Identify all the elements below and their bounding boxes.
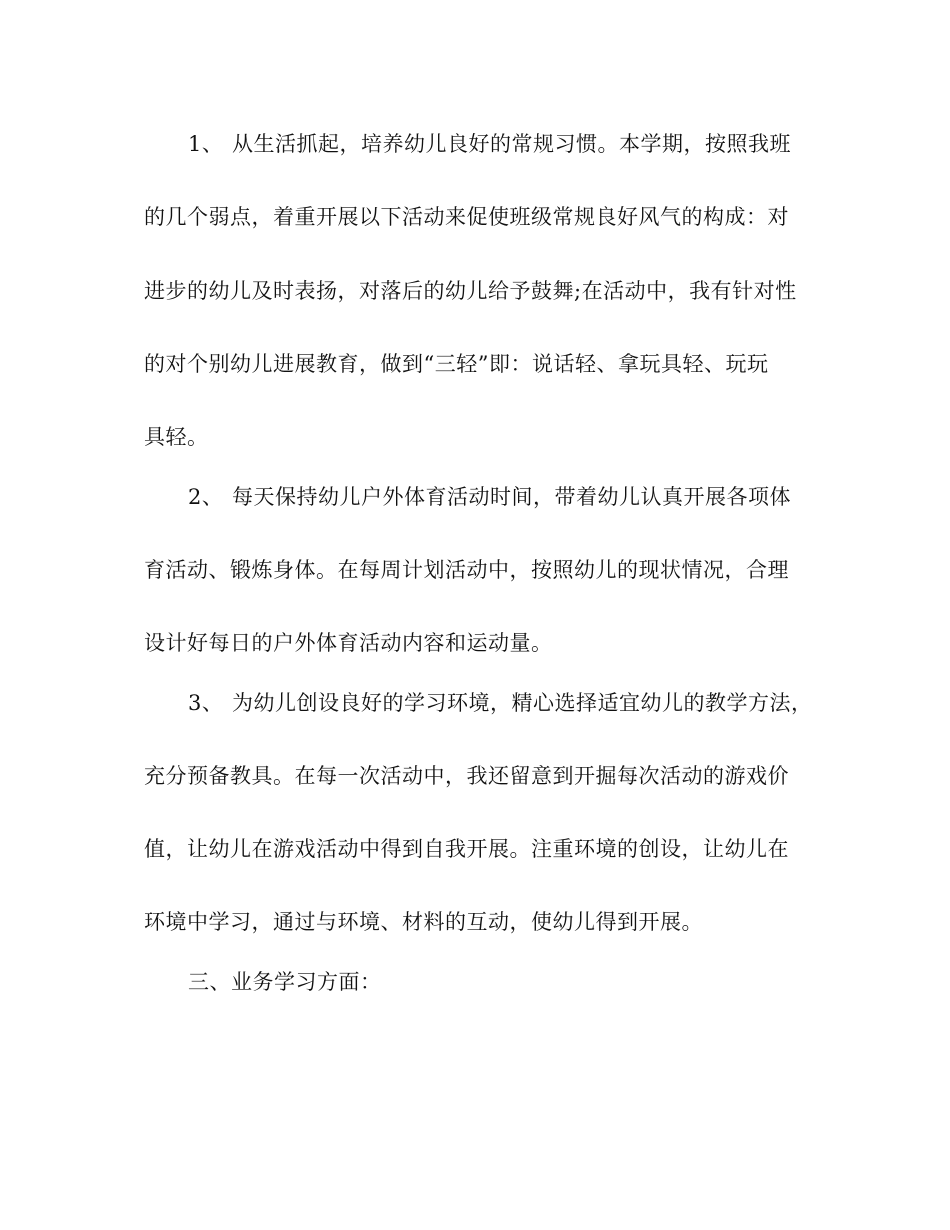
paragraph-2-line-3: 设计好每日的户外体育活动内容和运动量。	[144, 631, 553, 655]
paragraph-3-line-3: 值，让幼儿在游戏活动中得到自我开展。注重环境的创设，让幼儿在	[144, 837, 789, 861]
section-heading: 三、业务学习方面：	[188, 970, 382, 994]
paragraph-1-text: 从生活抓起，培养幼儿良好的常规习惯。本学期，按照我班	[232, 132, 791, 156]
paragraph-1-line-1	[188, 130, 791, 158]
paragraph-3-line-2: 充分预备教具。在每一次活动中，我还留意到开掘每次活动的游戏价	[144, 764, 789, 788]
paragraph-1-line-2: 的几个弱点，着重开展以下活动来促使班级常规良好风气的构成：对	[144, 205, 789, 229]
paragraph-1-number: 1、	[188, 132, 224, 156]
paragraph-1-line-3: 进步的幼儿及时表扬，对落后的幼儿给予鼓舞;在活动中，我有针对性	[144, 279, 797, 303]
paragraph-1-line-5: 具轻。	[144, 425, 209, 449]
paragraph-3-line-1	[188, 689, 813, 717]
paragraph-2-line-2: 育活动、锻炼身体。在每周计划活动中，按照幼儿的现状情况，合理	[144, 558, 789, 582]
paragraph-2-line-1	[188, 483, 791, 511]
paragraph-2-number: 2、	[188, 485, 224, 509]
paragraph-1-line-4: 的对个别幼儿进展教育，做到“三轻”即：说话轻、拿玩具轻、玩玩	[144, 352, 769, 376]
paragraph-3-line-4: 环境中学习，通过与环境、材料的互动，使幼儿得到开展。	[144, 910, 703, 934]
paragraph-3-text: 为幼儿创设良好的学习环境，精心选择适宜幼儿的教学方法，	[232, 691, 813, 715]
paragraph-3-number: 3、	[188, 691, 224, 715]
paragraph-2-text: 每天保持幼儿户外体育活动时间，带着幼儿认真开展各项体	[232, 485, 791, 509]
